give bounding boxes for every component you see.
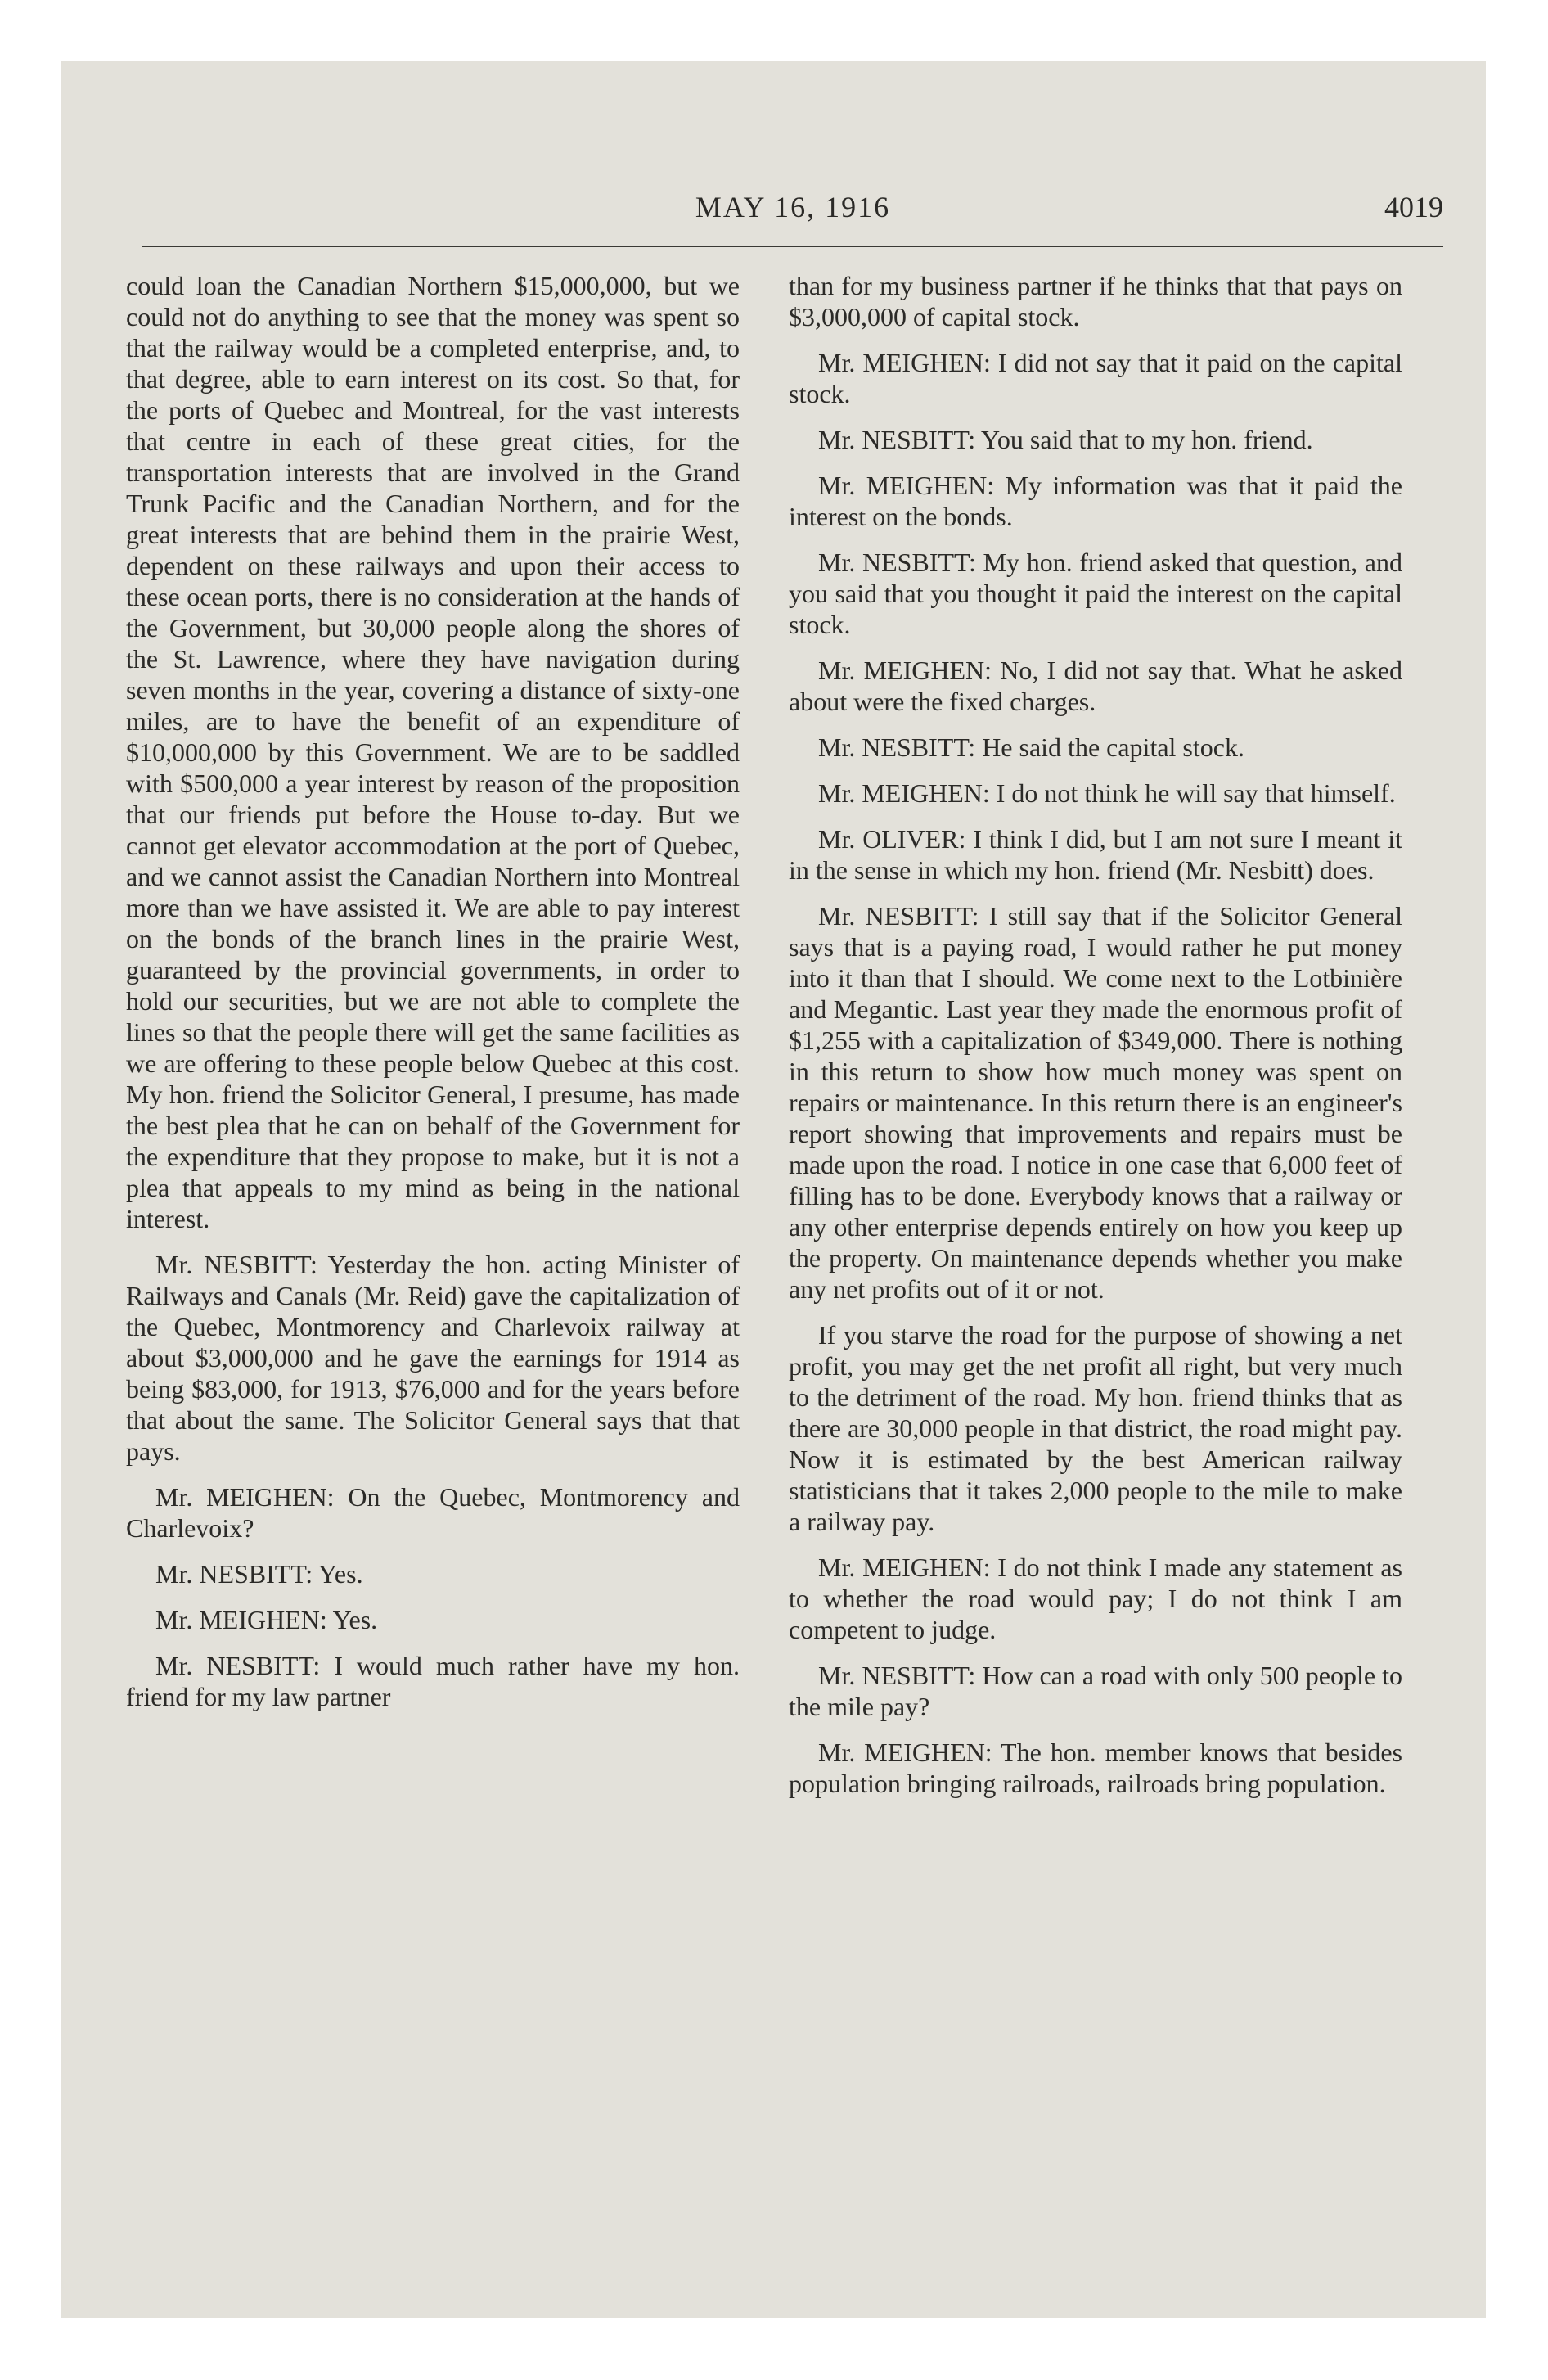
paragraph: could loan the Canadian Northern $15,000,000, but we could not do anything to see that the money was spent so that the railway would be a completed enterprise, and, to that degree, able to earn interest on its cost. So that, for the ports of Quebec and Montreal, for the vast interests that centre in each of these great cities, for the transportation interests that are involved in the Grand Trunk Pacific and the Canadian Northern, and for the great interests that are behind them in the prairie West, dependent on these railways and upon their access to these ocean ports, there is no consideration at the hands of the Government, but 30,000 people along the shores of the St. Lawrence, where they have navigation during seven months in the year, covering a distance of sixty-one miles, are to have the benefit of an expenditure of $10,000,000 by this Government. We are to be saddled with $500,000 a year interest by reason of the proposition that our friends put before the House to-day. But we cannot get elevator accommodation at the port of Quebec, and we cannot assist the Canadian Northern into Montreal more than we have assisted it. We are able to pay interest on the bonds of the branch lines in the prairie West, guaranteed by the provincial governments, in order to hold our securities, but we are not able to complete the lines so that the people there will get the same facilities as we are offering to these people below Quebec at this cost. My hon. friend the Solicitor General, I presume, has made the best plea that he can on behalf of the Government for the expenditure that they propose to make, but it is not a plea that appeals to my mind as being in the national interest.: [126, 271, 740, 1233]
paragraph: than for my business partner if he thinks that that pays on $3,000,000 of capital stock.: [789, 271, 1402, 331]
running-head-date: MAY 16, 1916: [695, 191, 891, 223]
paragraph: If you starve the road for the purpose of showing a net profit, you may get the net profit all right, but very much to the detriment of the road. My hon. friend thinks that as there are 30,000 people in that district, the road might pay. Now it is estimated by the best American railway statisticians that it takes 2,000 people to the mile to make a railway pay.: [789, 1320, 1402, 1536]
page-number: 4019: [1384, 191, 1443, 223]
paragraph: Mr. OLIVER: I think I did, but I am not sure I meant it in the sense in which my hon. friend (Mr. Nesbitt) does.: [789, 824, 1402, 885]
paragraph: Mr. MEIGHEN: No, I did not say that. What he asked about were the fixed charges.: [789, 656, 1402, 716]
paragraph: Mr. MEIGHEN: On the Quebec, Montmorency and Charlevoix?: [126, 1482, 740, 1543]
header-rule: [142, 246, 1443, 247]
paragraph: Mr. NESBITT: I still say that if the Solicitor General says that is a paying road, I would rather he put money into it than that I should. We come next to the Lotbinière and Megantic. Last year they made the enormous profit of $1,255 with a capitalization of $349,000. There is nothing in this return to show how much money was spent on repairs or maintenance. In this return there is an engineer's report showing that improvements and repairs must be made upon the road. I notice in one case that 6,000 feet of filling has to be done. Everybody knows that a railway or any other enterprise depends entirely on how you keep up the property. On maintenance depends whether you make any net profits out of it or not.: [789, 901, 1402, 1304]
scanned-page: [61, 61, 1486, 2318]
paragraph: Mr. NESBITT: How can a road with only 500 people to the mile pay?: [789, 1661, 1402, 1721]
paragraph: Mr. NESBITT: I would much rather have my hon. friend for my law partner: [126, 1651, 740, 1711]
paragraph: Mr. NESBITT: You said that to my hon. friend.: [818, 425, 1313, 454]
paragraph: Mr. NESBITT: Yesterday the hon. acting Minister of Railways and Canals (Mr. Reid) gave the capitalization of the Quebec, Montmorency and Charlevoix railway at about $3,000,000 and he gave the earnings for 1914 as being $83,000, for 1913, $76,000 and for the years before that about the same. The Solicitor General says that that pays.: [126, 1250, 740, 1466]
paragraph: Mr. NESBITT: My hon. friend asked that question, and you said that you thought it paid the interest on the capital stock.: [789, 548, 1402, 639]
paragraph: Mr. MEIGHEN: My information was that it paid the interest on the bonds.: [789, 471, 1402, 531]
paragraph: Mr. MEIGHEN: I do not think I made any statement as to whether the road would pay; I do not think I am competent to judge.: [789, 1553, 1402, 1644]
paragraph: Mr. MEIGHEN: The hon. member knows that besides population bringing railroads, railroads bring population.: [789, 1738, 1402, 1798]
page-header: [142, 190, 1443, 239]
paragraph: Mr. MEIGHEN: Yes.: [155, 1605, 378, 1634]
paragraph: Mr. NESBITT: Yes.: [155, 1559, 363, 1589]
paragraph: Mr. MEIGHEN: I do not think he will say that himself.: [818, 778, 1396, 808]
left-column: [126, 270, 740, 1727]
paragraph: Mr. NESBITT: He said the capital stock.: [818, 732, 1244, 762]
paragraph: Mr. MEIGHEN: I did not say that it paid on the capital stock.: [789, 348, 1402, 408]
right-column: [789, 270, 1402, 1814]
